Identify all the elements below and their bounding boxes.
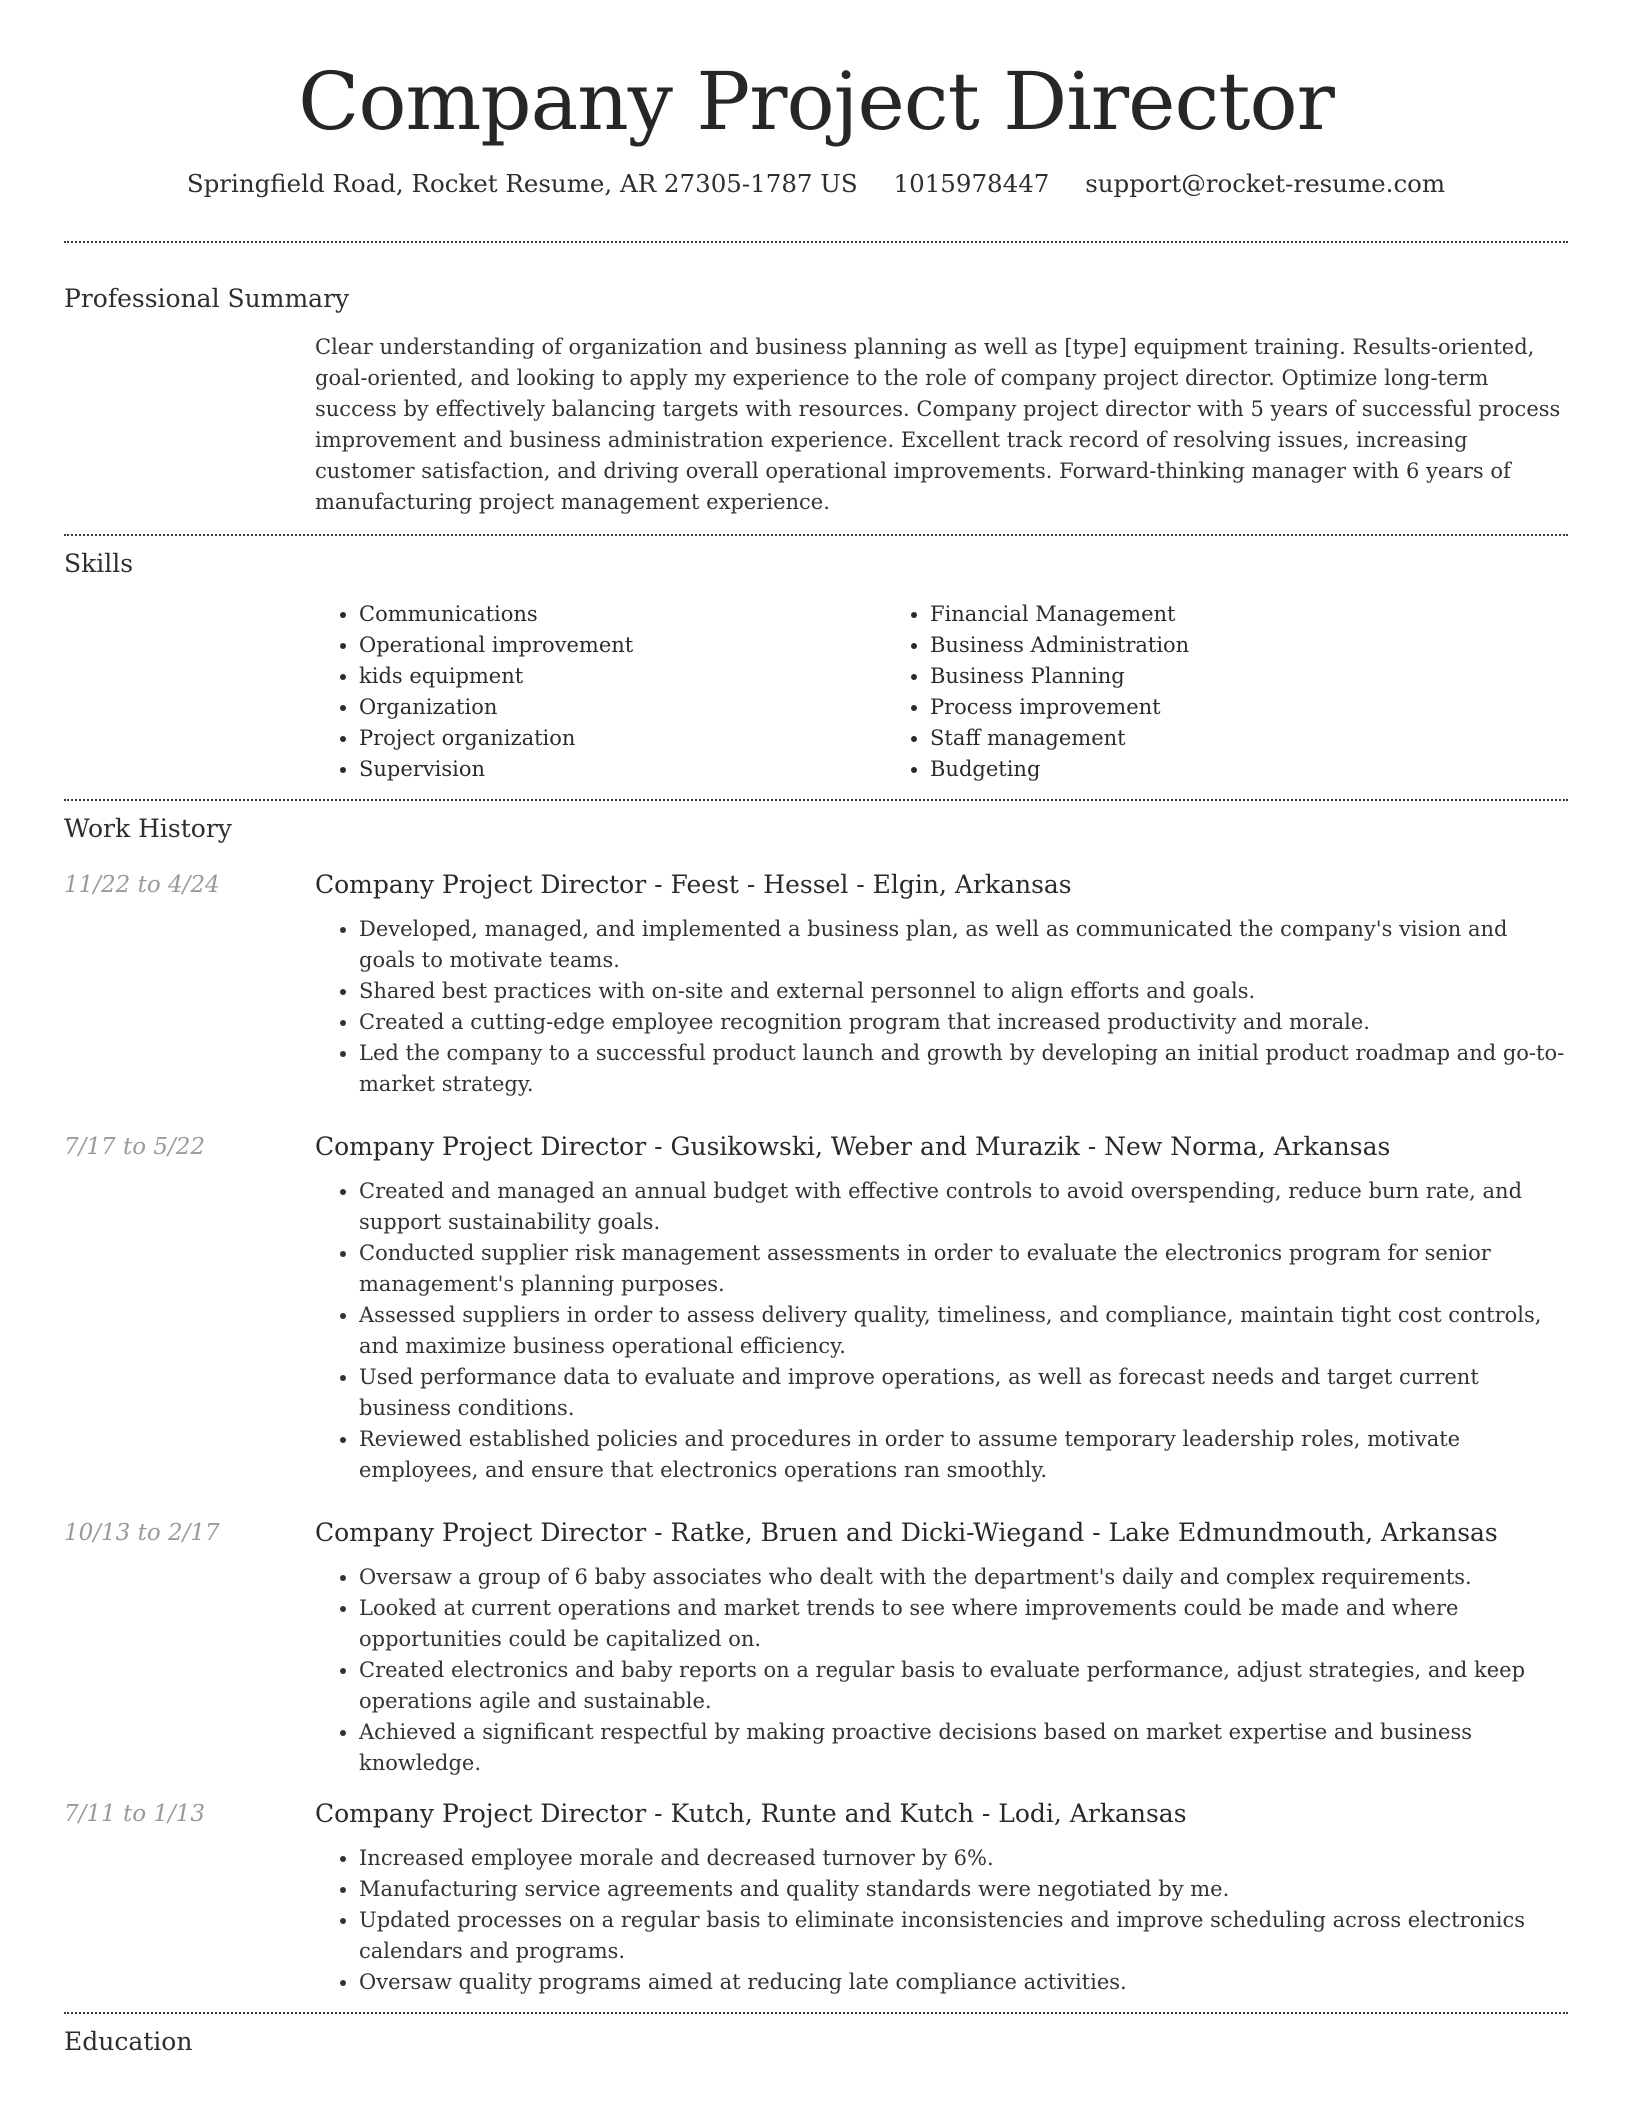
job-bullets <box>315 914 1568 1100</box>
skill-item: • Business Administration <box>930 630 1457 661</box>
job-bullet: • Reviewed established policies and procedures in order to assume temporary leadership roles, motivate employees, and ensure that electronics operations ran smoothly. <box>359 1424 1568 1486</box>
contact-line <box>64 166 1568 202</box>
section-title-education: Education <box>64 2027 193 2056</box>
skill-item: • kids equipment <box>359 661 886 692</box>
job-bullets <box>315 1843 1568 1998</box>
job-body <box>315 868 1568 1100</box>
divider <box>64 2012 1568 2014</box>
skill-item: • Business Planning <box>930 661 1457 692</box>
contact-email[interactable]: support@rocket-resume.com <box>1085 169 1446 198</box>
skill-item: • Budgeting <box>930 754 1457 785</box>
job-bullet: • Increased employee morale and decreased turnover by 6%. <box>359 1843 1568 1874</box>
job-entry <box>64 1516 1568 1779</box>
job-bullet: • Used performance data to evaluate and improve operations, as well as forecast needs and target current business conditions. <box>359 1362 1568 1424</box>
job-entry <box>64 1130 1568 1486</box>
job-bullet: • Led the company to a successful product launch and growth by developing an initial product roadmap and go-to-market strategy. <box>359 1038 1568 1100</box>
job-bullets <box>315 1562 1568 1779</box>
job-body <box>315 1130 1568 1486</box>
job-bullet: • Looked at current operations and market trends to see where improvements could be made and where opportunities could be capitalized on. <box>359 1593 1568 1655</box>
skill-item: • Supervision <box>359 754 886 785</box>
section-title-summary: Professional Summary <box>64 284 350 313</box>
job-title: Company Project Director - Ratke, Bruen and Dicki-Wiegand - Lake Edmundmouth, Arkansas <box>315 1518 1498 1547</box>
skills-column-left <box>315 599 886 785</box>
job-bullet: • Developed, managed, and implemented a business plan, as well as communicated the company's vision and goals to motivate teams. <box>359 914 1568 976</box>
skills-list <box>315 599 1568 785</box>
job-dates: 10/13 to 2/17 <box>64 1520 220 1546</box>
job-bullet: • Created and managed an annual budget with effective controls to avoid overspending, reduce burn rate, and support sustainability goals. <box>359 1176 1568 1238</box>
job-bullet: • Conducted supplier risk management assessments in order to evaluate the electronics program for senior management's planning purposes. <box>359 1238 1568 1300</box>
job-body <box>315 1516 1568 1779</box>
candidate-name: Company Project Director <box>298 55 1334 148</box>
skills-column-right <box>886 599 1457 785</box>
job-bullet: • Oversaw quality programs aimed at reducing late compliance activities. <box>359 1967 1568 1998</box>
skill-item: • Communications <box>359 599 886 630</box>
job-bullet: • Achieved a significant respectful by making proactive decisions based on market expertise and business knowledge. <box>359 1717 1568 1779</box>
divider <box>64 799 1568 801</box>
skill-item: • Project organization <box>359 723 886 754</box>
job-bullets <box>315 1176 1568 1486</box>
job-bullet: • Updated processes on a regular basis to eliminate inconsistencies and improve scheduling across electronics calendars and programs. <box>359 1905 1568 1967</box>
job-bullet: • Manufacturing service agreements and quality standards were negotiated by me. <box>359 1874 1568 1905</box>
job-bullet: • Oversaw a group of 6 baby associates who dealt with the department's daily and complex requirements. <box>359 1562 1568 1593</box>
skill-item: • Operational improvement <box>359 630 886 661</box>
job-title: Company Project Director - Kutch, Runte and Kutch - Lodi, Arkansas <box>315 1799 1187 1828</box>
job-bullet: • Shared best practices with on-site and external personnel to align efforts and goals. <box>359 976 1568 1007</box>
skill-item: • Staff management <box>930 723 1457 754</box>
job-bullet: • Created electronics and baby reports on a regular basis to evaluate performance, adjust strategies, and keep operations agile and sustainable. <box>359 1655 1568 1717</box>
summary-text: Clear understanding of organization and business planning as well as [type] equipment training. Results-oriented, goal-oriented, and looking to apply my experience to the role of company project director. Optimize long-term success by effectively balancing targets with resources. Company project director with 5 years of successful process improvement and business administration experience. Excellent track record of resolving issues, increasing customer satisfaction, and driving overall operational improvements. Forward-thinking manager with 6 years of manufacturing project management experience. <box>315 335 1561 514</box>
skill-item: • Organization <box>359 692 886 723</box>
divider <box>64 241 1568 243</box>
skill-item: • Process improvement <box>930 692 1457 723</box>
job-dates: 11/22 to 4/24 <box>64 872 220 898</box>
job-dates: 7/17 to 5/22 <box>64 1134 206 1160</box>
section-title-skills: Skills <box>64 549 134 578</box>
contact-phone: 1015978447 <box>893 169 1050 198</box>
job-title: Company Project Director - Feest - Hessel - Elgin, Arkansas <box>315 870 1072 899</box>
resume-page <box>64 0 1568 2059</box>
divider <box>64 534 1568 536</box>
job-bullet: • Assessed suppliers in order to assess delivery quality, timeliness, and compliance, maintain tight cost controls, and maximize business operational efficiency. <box>359 1300 1568 1362</box>
section-title-work-history: Work History <box>64 814 232 843</box>
job-body <box>315 1797 1568 1998</box>
job-entry <box>64 868 1568 1100</box>
job-dates: 7/11 to 1/13 <box>64 1801 206 1827</box>
job-entry <box>64 1797 1568 1998</box>
contact-address: Springfield Road, Rocket Resume, AR 27305-1787 US <box>186 169 858 198</box>
job-bullet: • Created a cutting-edge employee recognition program that increased productivity and morale. <box>359 1007 1568 1038</box>
job-title: Company Project Director - Gusikowski, Weber and Murazik - New Norma, Arkansas <box>315 1132 1391 1161</box>
skill-item: • Financial Management <box>930 599 1457 630</box>
